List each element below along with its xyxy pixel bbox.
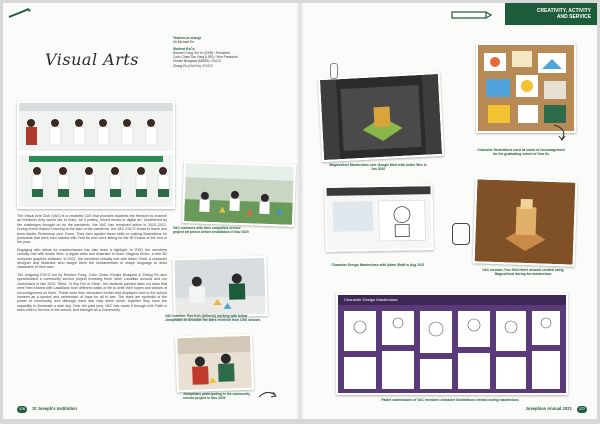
right-page [300,3,597,419]
caption-community-service: Josephians participating in the community service project in Nov 2020 [183,392,251,401]
padlet-title: Character Design Masterclass [338,295,566,305]
community-service-photo [175,334,254,393]
arrow-doodle-icon [550,123,572,141]
exco-member: Reuben Fong Xin Yu (SSR) / President [173,50,230,55]
banner-line: CREATIVITY, ACTIVITY [536,8,591,14]
magicavoxel-screenshot [318,72,444,162]
caption-voxel-artwork: VAC member, Foo Shih Han’s artwork created using MagicaVoxel during the masterclass [482,268,564,277]
service-project-photo [182,161,296,227]
page-number: 177 [579,407,585,411]
exco-member: Colin Chaw Tse Yong (LSR) / Vice President [173,55,238,60]
left-page [3,3,300,419]
spine-gutter [296,3,304,419]
caption-character-design: Character Design Masterclass with Adam Shaft in Aug 2021 [331,263,425,267]
exco-member: Zhang Ru (Hui Hu) / EXCO [173,63,213,68]
paper-clip-icon [330,63,338,79]
footer-text: St Joseph’s Institution [32,406,77,411]
body-paragraph: The Visual Arts Club (VAC) is a creativity CAS that provides students the freedom to channel art mediums they would like to learn, be it pottery, mixed media or digital art. Undeterred by the challenges brought on by the pandemic, the VAC has remained active in 2020–2021. During Home-Based Learning at the start of the pandemic, the VAC EXCO chose to teach and learn Adobe Photoshop over Zoom. They then applied these skills to making illustrations for postcards that were then shared with Year 6s who were sitting for the IB Exams at the end of the year. [17,214,167,245]
article-body [17,214,167,313]
caption-padlet: Padlet submissions of VAC members character illustrations created during masterclass [381,398,519,402]
decorating-stars-art [174,258,265,316]
binder-clip-icon [452,223,470,245]
right-footer [525,406,587,413]
arrow-doodle-icon [257,387,279,401]
group-photo [17,101,175,209]
padlet-art [338,305,566,393]
footer-text: Josephian Annual 2021 [525,406,572,411]
left-footer [17,406,77,413]
voxel-artwork-art [475,179,576,264]
exco-heading: Student ExCo [173,46,195,51]
teacher-heading: Teacher-in-charge [173,36,202,40]
body-paragraph: The outgoing EXCO led by Reuben Fong, Colin Chaw, Khushi Bhagwat & Zhang Ru also spearheaded a community service project involving three other Lasallian schools and our Josephians in late 2020. Titled, “A Sky Full of Stars”, the students painted laser cut stars that were then shared with Lasallians from different walks of life to write their hopes and wishes of encouragement on them. These were then decorated further and displayed next to the school canteen as a symbol and celebration of hope for all to see. The stars are symbolic of the power of community, and although each star may seem small, together they have the capability to illuminate a dark sky. Over the past year, VAC has made it through with Faith in each other’s Service to the school, and strength as a Community. [17,272,167,313]
community-service-art [177,336,252,391]
teacher-name: Mr Michael Ee [173,40,195,45]
cork-board-photo [476,43,576,133]
caption-service-project: VAC members with their completed service project art pieces before installation in Nov 2020 [173,226,249,235]
banner-line: AND SERVICE [556,14,591,20]
exco-member: Khushi Bhagwat (MNSS) / ExCO [173,59,222,64]
page-title: Visual Arts [45,50,139,69]
character-design-screenshot [324,184,433,252]
decorating-stars-photo [172,256,268,318]
voxel-artwork-photo [473,177,578,267]
body-paragraph: Engaging with artists for masterclasses has also been a highlight. In 2020, the members virtually met with Andre Wee, a digital artist and illustrator to learn 'Magical Kicks', a free 3D computer graphics software. In 2021, the members virtually met with Adam Shaft, a character designer and illustrator who taught them the fundamentals of shape language to draw characters of their own. [17,247,167,270]
magicavoxel-art [320,74,442,160]
group-photo-art [19,103,173,207]
pen-doodle-icon [7,6,33,20]
caption-magicavoxel: MagicaVoxel Masterclass over Google Meet with Andre Wee in Jun 2020 [329,163,427,172]
character-design-art [326,186,431,250]
section-banner [505,3,597,25]
caption-character-cards: Character illustrations used as cards of encouragement for the graduating cohort of Year 6s [477,148,565,157]
page-number: 176 [19,407,25,411]
caption-decorating-stars: VAC member, Ryo Koh (Alfonso) working with fellow Josephians to decorate the stars received from CBS schools [165,314,261,323]
teacher-info [173,36,300,68]
pencil-doodle-icon [448,7,492,23]
service-project-art [184,163,294,225]
padlet-screenshot [336,293,568,395]
cork-board-art [478,45,574,131]
